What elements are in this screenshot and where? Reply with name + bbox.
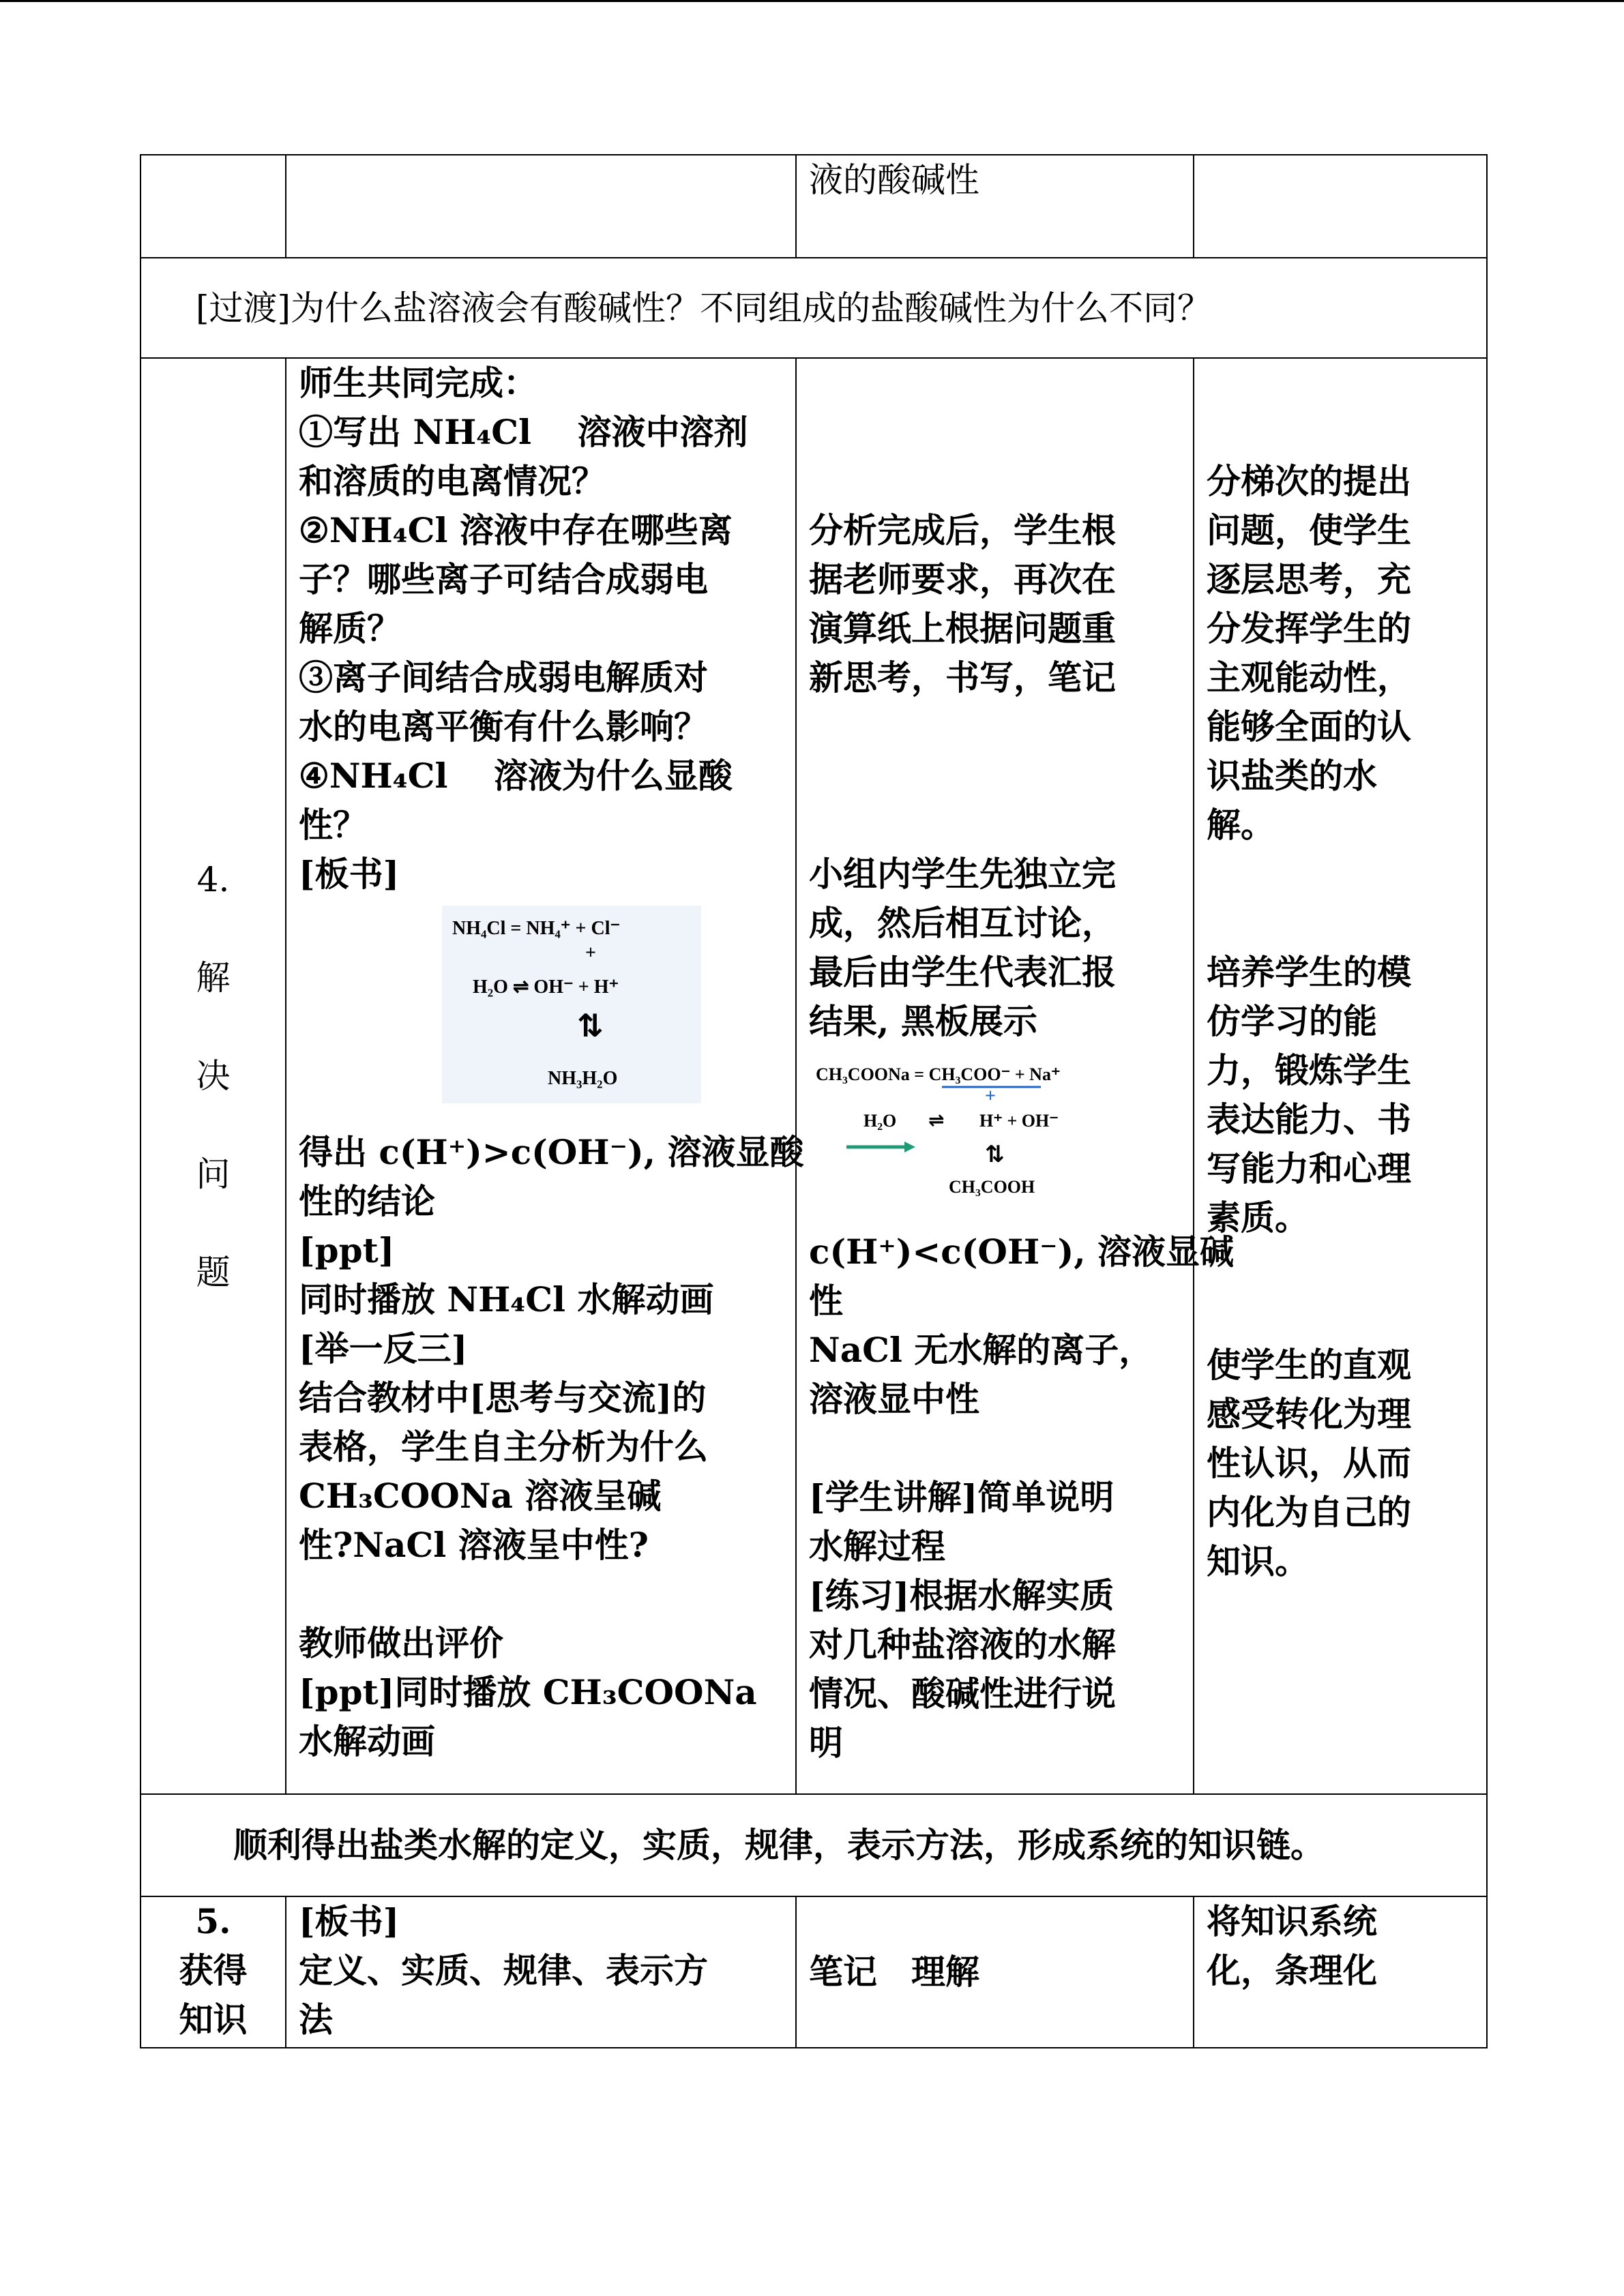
text-line: ④NH₄Cl 溶液为什么显酸	[299, 756, 733, 796]
design-intent-cell	[1194, 358, 1487, 1794]
ch3coona-hydrolysis-equation-image	[809, 1053, 1130, 1203]
text-line: 明	[809, 1723, 843, 1763]
step-char: 题	[196, 1253, 231, 1292]
cell-top-activity	[796, 155, 1194, 258]
transition-row-1	[141, 258, 1487, 358]
eq-plus: +	[585, 942, 596, 964]
text-line: 仿学习的能	[1207, 1001, 1377, 1041]
spacer	[809, 1424, 1181, 1473]
text-line: 结果, 黑板展示	[809, 1001, 1037, 1041]
text-line: ③离子间结合成弱电解质对	[299, 657, 708, 698]
top-border-line	[0, 0, 1624, 2]
text-line: 水解动画	[299, 1721, 435, 1761]
eq-line-3: NH₃H₂O	[548, 1068, 618, 1089]
transition-text: [过渡]为什么盐溶液会有酸碱性？不同组成的盐酸碱性为什么不同？	[196, 288, 1212, 328]
text-line: [板书]	[299, 1901, 400, 1941]
text-line: 情况、酸碱性进行说	[809, 1673, 1116, 1714]
text-line: 分析完成后，学生根	[809, 510, 1116, 550]
table-row	[141, 358, 1487, 1794]
text-line: 据老师要求，再次在	[809, 559, 1116, 599]
text-line: [ppt]同时播放 CH₃COONa	[299, 1672, 757, 1712]
eq-line-3: CH₃COOH	[949, 1177, 1035, 1197]
text-line: 和溶质的电离情况？	[299, 461, 606, 501]
text-line: 笔记 理解	[809, 1952, 979, 1992]
eq-water: H₂O	[863, 1111, 897, 1131]
text-line: 解。	[1207, 805, 1275, 845]
text-line: 演算纸上根据问题重	[809, 608, 1116, 648]
step-char: 解	[196, 958, 231, 998]
text-line: ①写出 NH₄Cl 溶液中溶剂	[299, 412, 748, 452]
text-line: 感受转化为理	[1207, 1394, 1411, 1434]
lesson-plan-table	[140, 154, 1488, 2048]
text-line: 解质？	[299, 608, 401, 648]
step-cell-4	[141, 358, 286, 1794]
text-line: 化，条理化	[1207, 1950, 1377, 1991]
eq-arrow-icon: ⇅	[577, 1007, 604, 1044]
eq-ions: H⁺ + OH⁻	[979, 1111, 1059, 1131]
cell-text: 液的酸碱性	[809, 160, 979, 200]
text-line: 教师做出评价	[299, 1623, 503, 1663]
design-intent-cell	[1194, 1896, 1487, 2048]
step-cell-5	[141, 1896, 286, 2048]
text-line: c(H⁺)<c(OH⁻), 溶液显碱	[809, 1232, 1235, 1272]
text-line: 性?NaCl 溶液呈中性?	[299, 1525, 649, 1565]
cell-empty	[141, 155, 286, 258]
text-line: [举一反三]	[299, 1328, 468, 1369]
text-line: 分梯次的提出	[1207, 461, 1411, 501]
text-line: CH₃COONa 溶液呈碱	[299, 1476, 662, 1516]
transition-text: 顺利得出盐类水解的定义，实质，规律，表示方法，形成系统的知识链。	[233, 1825, 1325, 1865]
text-line: 素质。	[1207, 1197, 1309, 1238]
text-line: 定义、实质、规律、表示方	[299, 1950, 708, 1991]
text-line: 培养学生的模	[1207, 952, 1411, 992]
spacer	[809, 359, 1181, 506]
step-number: 4.	[196, 860, 230, 899]
text-line: 水的电离平衡有什么影响？	[299, 706, 708, 747]
cell-empty	[286, 155, 796, 258]
text-line: 内化为自己的	[1207, 1492, 1411, 1532]
cell-empty	[1194, 155, 1487, 258]
text-line: 对几种盐溶液的水解	[809, 1624, 1116, 1665]
text-line: 使学生的直观	[1207, 1345, 1411, 1385]
text-line: 分发挥学生的	[1207, 608, 1411, 648]
teacher-activity-cell	[286, 1896, 796, 2048]
text-line: 性认识，从而	[1207, 1443, 1411, 1483]
text-line: NaCl 无水解的离子，	[809, 1330, 1153, 1370]
table-row	[141, 1794, 1487, 1896]
nh4cl-hydrolysis-equation-image	[442, 906, 701, 1103]
text-line: 写能力和心理	[1207, 1148, 1411, 1189]
step-text: 获得	[179, 1950, 248, 1991]
text-line: 性？	[299, 805, 367, 845]
text-line: 同时播放 NH₄Cl 水解动画	[299, 1279, 714, 1320]
text-line: 逐层思考，充	[1207, 559, 1411, 599]
text-line: 小组内学生先独立完	[809, 854, 1116, 894]
text-line: 力，锻炼学生	[1207, 1050, 1411, 1090]
text-line: 得出 c(H⁺)>c(OH⁻), 溶液显酸	[299, 1132, 804, 1172]
text-line: 将知识系统	[1207, 1901, 1377, 1941]
eq-line-1: CH₃COONa = CH₃COO⁻ + Na⁺	[816, 1064, 1061, 1084]
student-activity-cell	[796, 358, 1235, 1794]
spacer	[1207, 1242, 1474, 1341]
text-line: ②NH₄Cl 溶液中存在哪些离	[299, 510, 733, 550]
text-line: 师生共同完成：	[299, 363, 537, 403]
text-line: 主观能动性，	[1207, 657, 1411, 698]
step-char: 问	[196, 1154, 231, 1194]
step-label	[153, 831, 273, 1322]
text-line: 子？哪些离子可结合成弱电	[299, 559, 708, 599]
text-line: 表达能力、书	[1207, 1099, 1411, 1139]
spacer	[809, 702, 1181, 850]
teacher-activity-cell	[286, 358, 804, 1794]
spacer	[1207, 850, 1474, 948]
eq-equilibrium-icon: ⇌	[928, 1109, 945, 1131]
text-line: 溶液显中性	[809, 1379, 979, 1419]
step-text: 知识	[179, 1999, 248, 2040]
text-line: [ppt]	[299, 1230, 395, 1270]
text-line: [学生讲解]简单说明	[809, 1477, 1114, 1517]
table-row	[141, 258, 1487, 358]
step-char: 决	[196, 1056, 231, 1096]
text-line: 表格，学生自主分析为什么	[299, 1427, 708, 1467]
table-row	[141, 1896, 1487, 2048]
text-line: 结合教材中[思考与交流]的	[299, 1377, 707, 1418]
table-row	[141, 155, 1487, 258]
text-line: 成，然后相互讨论，	[809, 903, 1116, 943]
eq-line-1: NH₄Cl = NH₄⁺ + Cl⁻	[452, 918, 621, 939]
student-activity-cell	[796, 1896, 1194, 2048]
text-line: 性的结论	[299, 1181, 435, 1221]
text-line: 最后由学生代表汇报	[809, 952, 1116, 992]
text-line: 性	[809, 1281, 843, 1321]
eq-plus: +	[985, 1086, 996, 1107]
text-line: 新思考，书写，笔记	[809, 657, 1116, 698]
text-line: 知识。	[1207, 1541, 1309, 1581]
text-line: 问题，使学生	[1207, 510, 1411, 550]
text-line: 法	[299, 1999, 333, 2040]
text-line: 识盐类的水	[1207, 756, 1377, 796]
text-line: 能够全面的认	[1207, 706, 1411, 747]
text-line: [练习]根据水解实质	[809, 1575, 1114, 1615]
text-line: [板书]	[299, 854, 400, 894]
spacer	[1207, 359, 1474, 457]
eq-line-2: H₂O ⇌ OH⁻ + H⁺	[473, 976, 619, 998]
text-line: 水解过程	[809, 1526, 945, 1566]
transition-row-2	[141, 1794, 1487, 1896]
spacer	[299, 1570, 783, 1619]
eq-arrow-icon: ⇅	[985, 1141, 1005, 1168]
step-number: 5.	[195, 1901, 231, 1941]
